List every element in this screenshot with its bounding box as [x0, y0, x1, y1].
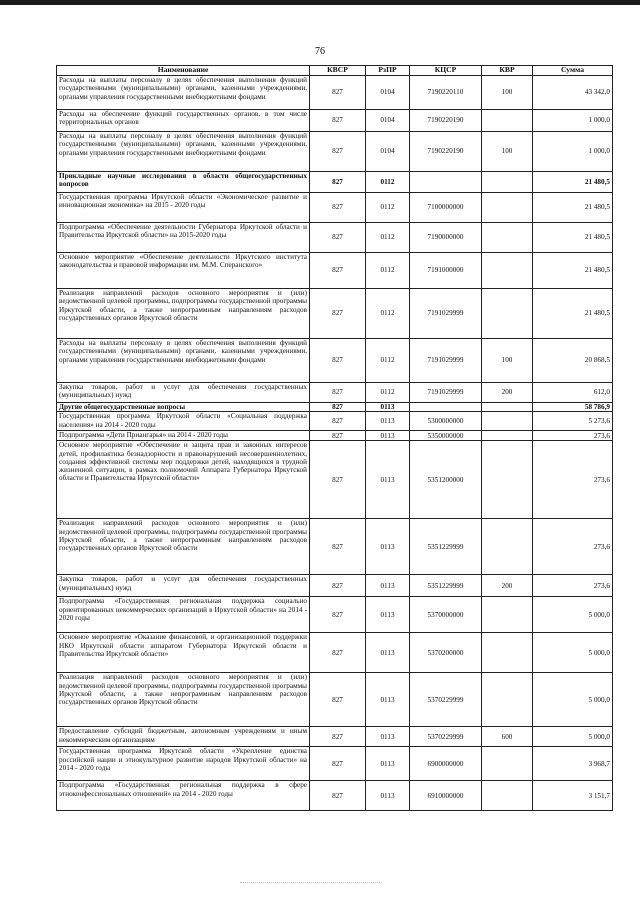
- cell-sum: 5 000,0: [533, 673, 613, 727]
- cell-sum: 273,6: [533, 575, 613, 597]
- cell-name: Основное мероприятие «Обеспечение и защита прав и законных интересов детей, профилактика безнадзорности и правонарушений несовершеннолетних, создания эффективной системы мер поддержки детей, находящихся в трудной жизненной ситуации, в рамках полномочий Аппарата Губернатора Иркутской области и Правительства Иркутской области»: [57, 441, 310, 519]
- cell-rzpr: 0112: [366, 223, 410, 253]
- cell-sum: 1 000,0: [533, 110, 613, 132]
- cell-kvr: [482, 253, 533, 289]
- cell-kcsr: 5370229999: [410, 727, 482, 747]
- table-row: [57, 132, 613, 172]
- cell-rzpr: 0113: [366, 412, 410, 431]
- cell-sum: 273,6: [533, 519, 613, 575]
- table-row: [57, 403, 613, 412]
- cell-rzpr: 0113: [366, 727, 410, 747]
- cell-kvr: [482, 172, 533, 193]
- cell-name: Государственная программа Иркутской области «Укрепление единства российской нации и этнокультурное развитие народов Иркутской области» на 2014 - 2020 годы: [57, 747, 310, 781]
- cell-kvsr: 827: [310, 431, 366, 441]
- cell-kvsr: 827: [310, 172, 366, 193]
- budget-table: [56, 65, 613, 811]
- table-row: [57, 431, 613, 441]
- cell-kvsr: 827: [310, 383, 366, 403]
- cell-rzpr: 0113: [366, 441, 410, 519]
- table-row: [57, 781, 613, 811]
- cell-rzpr: 0112: [366, 172, 410, 193]
- cell-kcsr: 5351229999: [410, 575, 482, 597]
- header-sum: Сумма: [533, 66, 613, 76]
- cell-rzpr: 0104: [366, 76, 410, 110]
- cell-name: Подпрограмма «Государственная региональная поддержка в сфере этноконфессиональных отношений» на 2014 - 2020 годы: [57, 781, 310, 811]
- table-row: [57, 441, 613, 519]
- scan-mark: [240, 882, 380, 887]
- table-row: [57, 412, 613, 431]
- cell-name: Государственная программа Иркутской области «Экономическое развитие и инновационная экономика» на 2015 - 2020 годы: [57, 193, 310, 223]
- cell-sum: 21 480,5: [533, 172, 613, 193]
- cell-name: Реализация направлений расходов основного мероприятия и (или) ведомственной целевой программы, подпрограммы государственной программы Иркутской области, а также непрограммным направлениям расходов государственных органов Иркутской области: [57, 289, 310, 339]
- cell-name: Подпрограмма «Государственная региональная поддержка социально ориентированных некоммерческих организаций в Иркутской области» на 2014 - 2020 годы: [57, 597, 310, 633]
- cell-rzpr: 0112: [366, 253, 410, 289]
- cell-name: Закупка товаров, работ и услуг для обеспечения государственных (муниципальных) нужд: [57, 575, 310, 597]
- cell-kvr: 100: [482, 76, 533, 110]
- table-row: [57, 383, 613, 403]
- table-row: [57, 253, 613, 289]
- cell-rzpr: 0113: [366, 519, 410, 575]
- table-row: [57, 289, 613, 339]
- cell-kcsr: [410, 172, 482, 193]
- cell-name: Другие общегосударственные вопросы: [57, 403, 310, 412]
- header-name: Наименование: [57, 66, 310, 76]
- cell-name: Расходы на выплаты персоналу в целях обеспечения выполнения функций государственными (муниципальными) органами, казенными учреждениями, органами управления государственными внебюджетными фондами: [57, 132, 310, 172]
- cell-rzpr: 0113: [366, 575, 410, 597]
- cell-kvsr: 827: [310, 403, 366, 412]
- cell-sum: 5 000,0: [533, 597, 613, 633]
- cell-kvsr: 827: [310, 781, 366, 811]
- cell-sum: 21 480,5: [533, 253, 613, 289]
- cell-rzpr: 0104: [366, 110, 410, 132]
- cell-kvr: [482, 747, 533, 781]
- cell-sum: 5 000,0: [533, 727, 613, 747]
- cell-rzpr: 0113: [366, 673, 410, 727]
- cell-kvsr: 827: [310, 575, 366, 597]
- cell-sum: 3 151,7: [533, 781, 613, 811]
- cell-sum: 21 480,5: [533, 193, 613, 223]
- table-row: [57, 519, 613, 575]
- cell-kvsr: 827: [310, 289, 366, 339]
- header-kvr: КВР: [482, 66, 533, 76]
- cell-kcsr: 5370000000: [410, 597, 482, 633]
- cell-kcsr: 7190220110: [410, 76, 482, 110]
- cell-rzpr: 0113: [366, 747, 410, 781]
- cell-kvr: [482, 193, 533, 223]
- cell-kcsr: 7191029999: [410, 339, 482, 383]
- cell-rzpr: 0112: [366, 339, 410, 383]
- cell-kvsr: 827: [310, 339, 366, 383]
- cell-kvr: 100: [482, 132, 533, 172]
- table-row: [57, 727, 613, 747]
- cell-name: Подпрограмма «Дети Приангарья» на 2014 - 2020 годы: [57, 431, 310, 441]
- cell-kcsr: 5300000000: [410, 412, 482, 431]
- header-kvsr: КВСР: [310, 66, 366, 76]
- table-body: [57, 76, 613, 811]
- cell-rzpr: 0113: [366, 597, 410, 633]
- cell-sum: 20 868,5: [533, 339, 613, 383]
- cell-kvsr: 827: [310, 747, 366, 781]
- cell-name: Основное мероприятие «Обеспечение деятельности Иркутского института законодательства и правовой информации им. М.М. Сперанского»: [57, 253, 310, 289]
- table-row: [57, 597, 613, 633]
- table-row: [57, 110, 613, 132]
- table-row: [57, 172, 613, 193]
- cell-kcsr: 7190000000: [410, 223, 482, 253]
- cell-kvsr: 827: [310, 519, 366, 575]
- cell-rzpr: 0112: [366, 383, 410, 403]
- cell-name: Расходы на выплаты персоналу в целях обеспечения выполнения функций государственными (муниципальными) органами, казенными учреждениями, органами управления государственными внебюджетными фондами: [57, 339, 310, 383]
- cell-sum: 1 000,0: [533, 132, 613, 172]
- cell-kvr: [482, 110, 533, 132]
- cell-sum: 5 273,6: [533, 412, 613, 431]
- cell-kvr: [482, 223, 533, 253]
- cell-kvr: [482, 673, 533, 727]
- cell-rzpr: 0113: [366, 431, 410, 441]
- cell-kvsr: 827: [310, 633, 366, 673]
- cell-kcsr: 5351200000: [410, 441, 482, 519]
- cell-kvr: [482, 441, 533, 519]
- cell-kcsr: 5351229999: [410, 519, 482, 575]
- cell-sum: 43 342,0: [533, 76, 613, 110]
- cell-kcsr: 7100000000: [410, 193, 482, 223]
- table-row: [57, 223, 613, 253]
- cell-kcsr: 7190220190: [410, 132, 482, 172]
- cell-kcsr: 6900000000: [410, 747, 482, 781]
- table-row: [57, 575, 613, 597]
- cell-sum: 273,6: [533, 441, 613, 519]
- cell-kvr: [482, 597, 533, 633]
- cell-kcsr: 5370229999: [410, 673, 482, 727]
- cell-kvr: [482, 781, 533, 811]
- header-kcsr: КЦСР: [410, 66, 482, 76]
- cell-rzpr: 0113: [366, 403, 410, 412]
- cell-name: Реализация направлений расходов основного мероприятия и (или) ведомственной целевой программы, подпрограммы государственной программы Иркутской области, а также непрограммным направлениям расходов государственных органов Иркутской области: [57, 519, 310, 575]
- page-number: 76: [315, 46, 325, 57]
- cell-name: Подпрограмма «Обеспечение деятельности Губернатора Иркутской области и Правительства Иркутской области» на 2015-2020 годы: [57, 223, 310, 253]
- cell-kcsr: 6910000000: [410, 781, 482, 811]
- top-border-bar: [0, 0, 640, 5]
- cell-kvsr: 827: [310, 597, 366, 633]
- cell-kvsr: 827: [310, 673, 366, 727]
- cell-kvsr: 827: [310, 193, 366, 223]
- cell-rzpr: 0104: [366, 132, 410, 172]
- cell-kvsr: 827: [310, 253, 366, 289]
- cell-sum: 273,6: [533, 431, 613, 441]
- cell-kcsr: 7191000000: [410, 253, 482, 289]
- table-row: [57, 193, 613, 223]
- cell-name: Расходы на выплаты персоналу в целях обеспечения выполнения функций государственными (муниципальными) органами, казенными учреждениями, органами управления государственными внебюджетными фондами: [57, 76, 310, 110]
- cell-kvsr: 827: [310, 441, 366, 519]
- cell-kvr: 100: [482, 339, 533, 383]
- cell-kvr: 200: [482, 383, 533, 403]
- cell-kvr: [482, 403, 533, 412]
- cell-kcsr: 7190220190: [410, 110, 482, 132]
- cell-kvsr: 827: [310, 412, 366, 431]
- cell-rzpr: 0113: [366, 781, 410, 811]
- cell-kvr: [482, 633, 533, 673]
- header-rzpr: РзПР: [366, 66, 410, 76]
- cell-name: Государственная программа Иркутской области «Социальная поддержка населения» на 2014 - 2020 годы: [57, 412, 310, 431]
- table-row: [57, 673, 613, 727]
- cell-sum: 21 480,5: [533, 289, 613, 339]
- cell-name: Основное мероприятие «Оказание финансовой, и организационной поддержки НКО Иркутской области аппаратом Губернатора Иркутской области и Правительства Иркутской области»: [57, 633, 310, 673]
- cell-kcsr: 7191029999: [410, 289, 482, 339]
- cell-kvsr: 827: [310, 132, 366, 172]
- cell-kcsr: 5350000000: [410, 431, 482, 441]
- cell-kvsr: 827: [310, 727, 366, 747]
- cell-name: Предоставление субсидий бюджетным, автономным учреждениям и иным некоммерческим организациям: [57, 727, 310, 747]
- table-row: [57, 76, 613, 110]
- cell-name: Расходы на обеспечение функций государственных органов, в том числе территориальных органов: [57, 110, 310, 132]
- cell-kvr: 200: [482, 575, 533, 597]
- cell-rzpr: 0112: [366, 289, 410, 339]
- cell-name: Закупка товаров, работ и услуг для обеспечения государственных (муниципальных) нужд: [57, 383, 310, 403]
- cell-kvsr: 827: [310, 223, 366, 253]
- cell-kvr: [482, 431, 533, 441]
- cell-kcsr: 5370200000: [410, 633, 482, 673]
- cell-sum: 5 000,0: [533, 633, 613, 673]
- cell-kcsr: 7191029999: [410, 383, 482, 403]
- table-row: [57, 747, 613, 781]
- cell-kvr: [482, 289, 533, 339]
- cell-kvr: [482, 412, 533, 431]
- cell-rzpr: 0113: [366, 633, 410, 673]
- cell-sum: 612,0: [533, 383, 613, 403]
- cell-kvsr: 827: [310, 76, 366, 110]
- table-header-row: [57, 66, 613, 76]
- cell-kvr: 600: [482, 727, 533, 747]
- cell-sum: 3 968,7: [533, 747, 613, 781]
- cell-rzpr: 0112: [366, 193, 410, 223]
- cell-kvsr: 827: [310, 110, 366, 132]
- cell-sum: 21 480,5: [533, 223, 613, 253]
- cell-name: Прикладные научные исследования в области общегосударственных вопросов: [57, 172, 310, 193]
- table-row: [57, 633, 613, 673]
- table-row: [57, 339, 613, 383]
- cell-sum: 58 786,9: [533, 403, 613, 412]
- cell-name: Реализация направлений расходов основного мероприятия и (или) ведомственной целевой программы, подпрограммы государственной программы Иркутской области, а также непрограммным направлениям расходов государственных органов Иркутской области: [57, 673, 310, 727]
- cell-kcsr: [410, 403, 482, 412]
- cell-kvr: [482, 519, 533, 575]
